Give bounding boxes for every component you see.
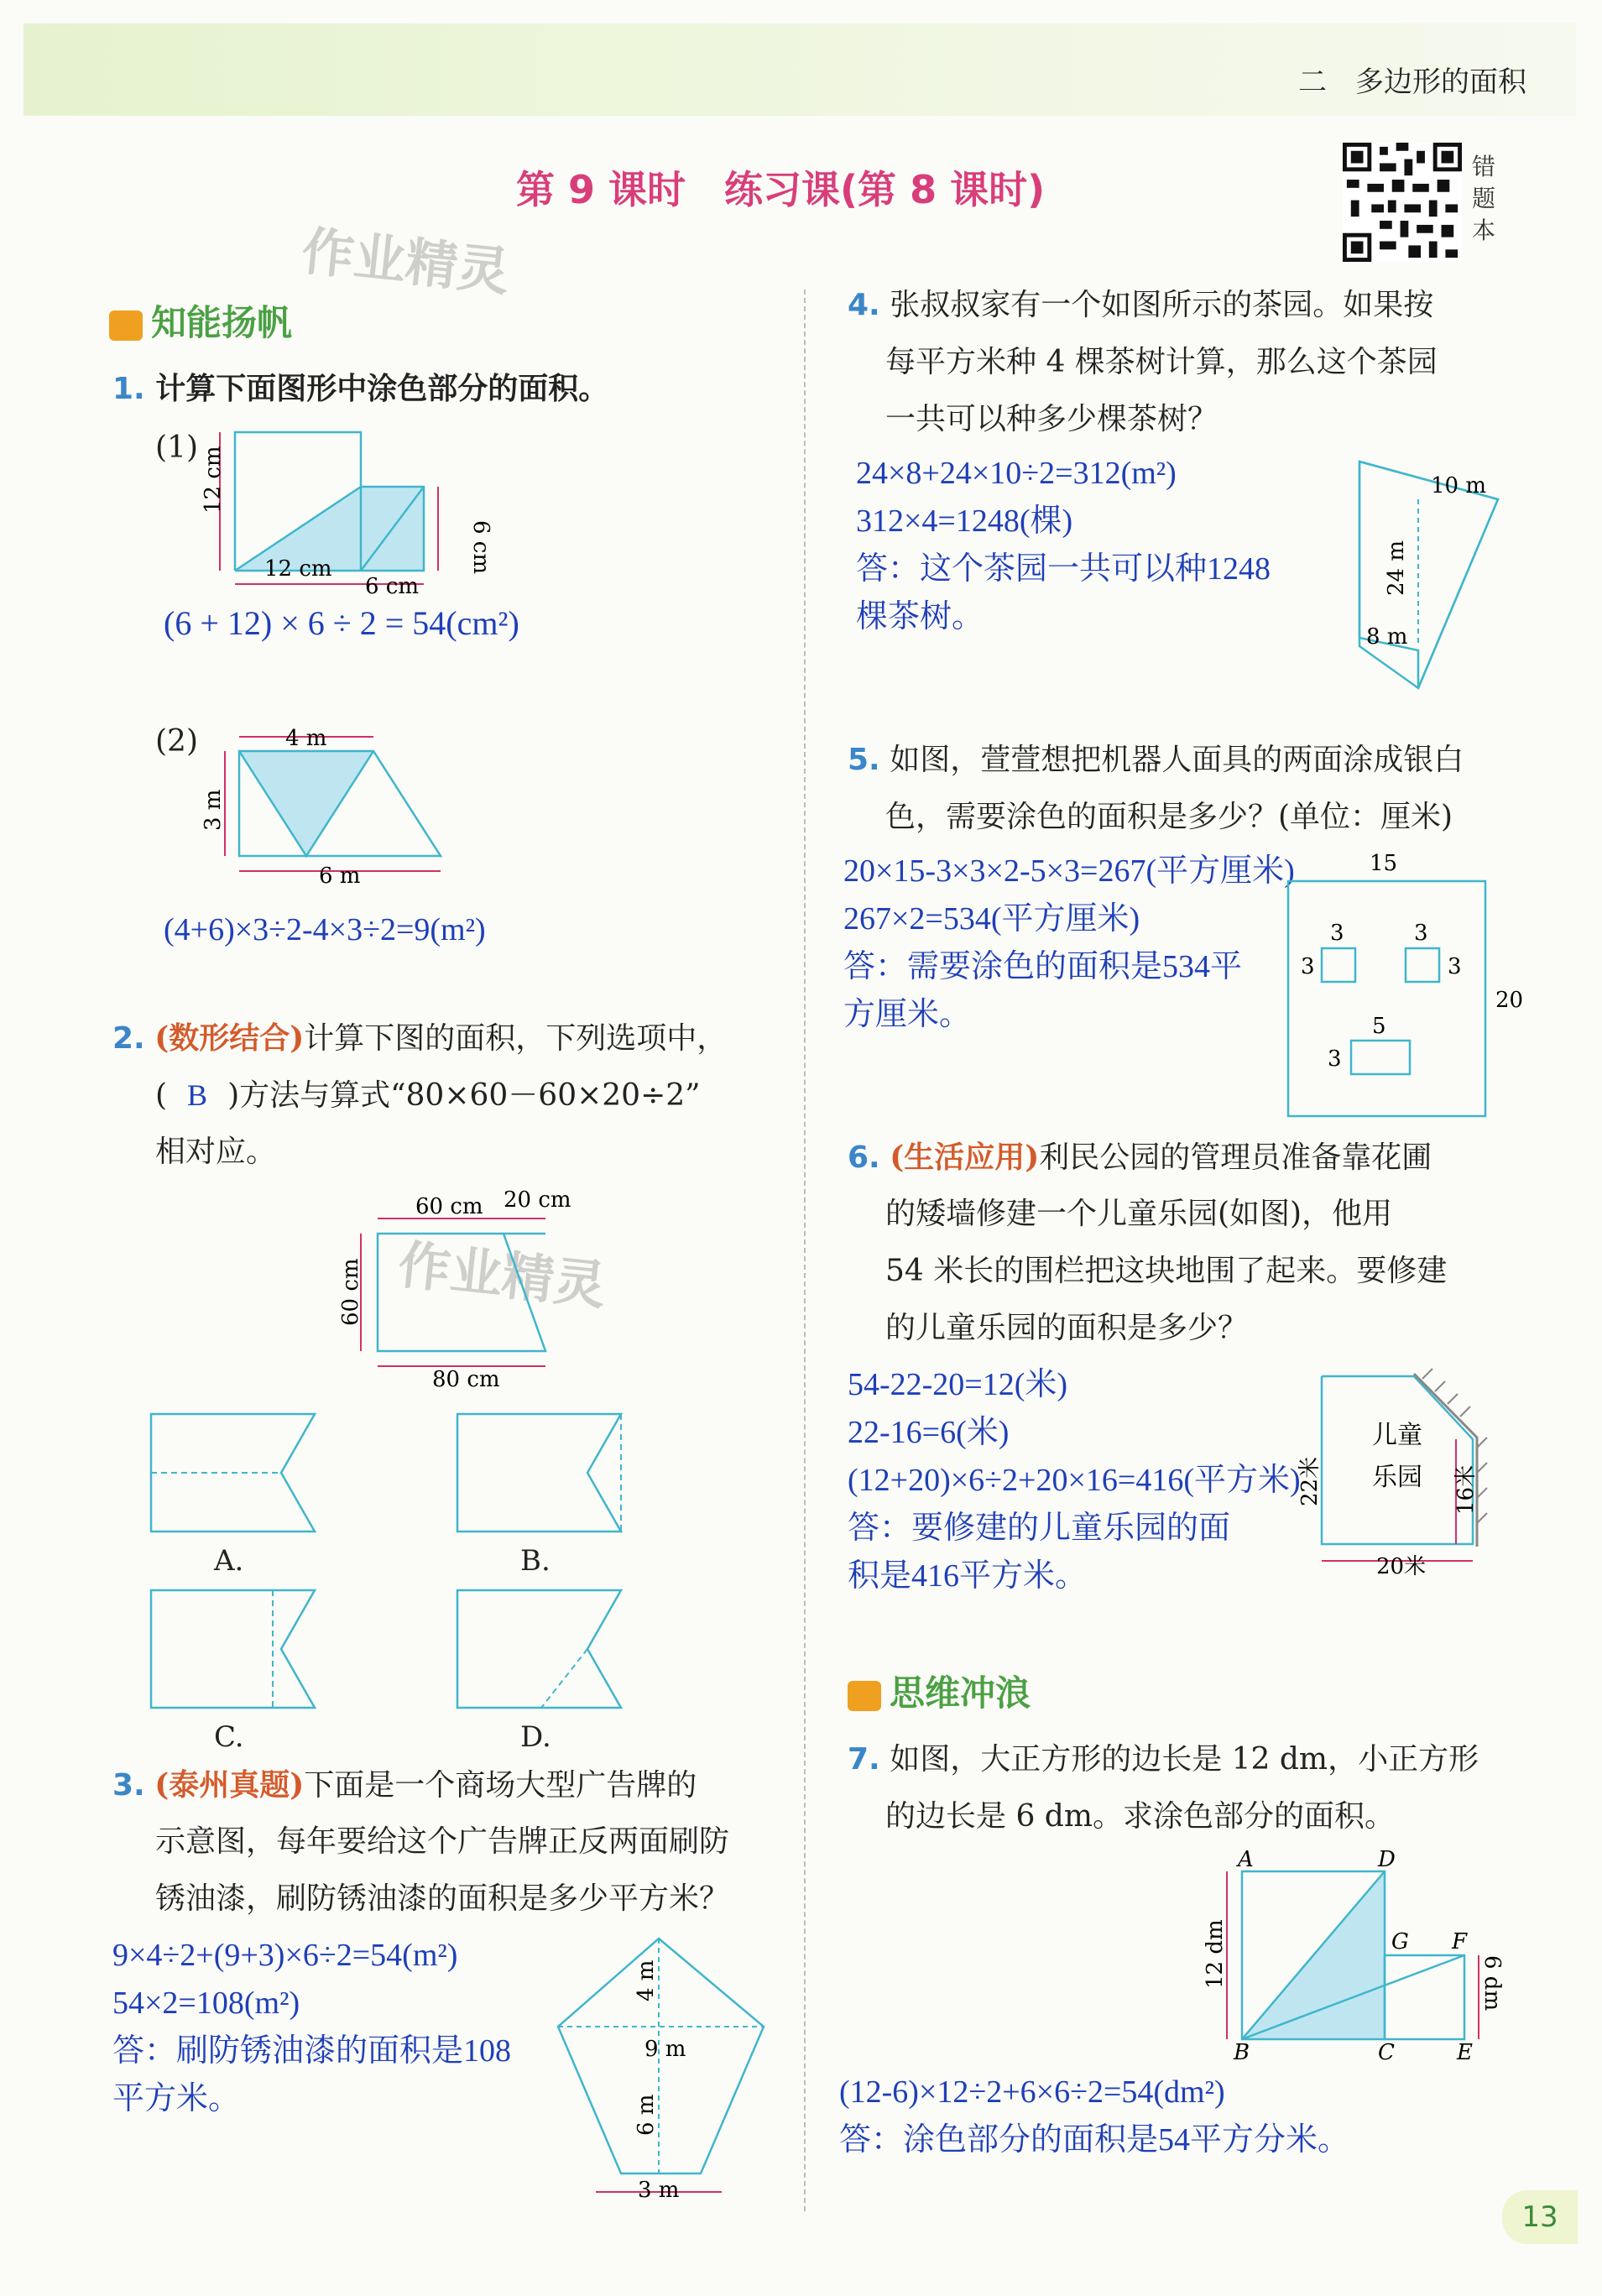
q5-answer-3: 答：需要涂色的面积是534平 — [843, 949, 1243, 984]
point-label: B — [1234, 2040, 1250, 2065]
dim-label: 12 dm — [1203, 1919, 1228, 1989]
q5-answer-4: 方厘米。 — [843, 997, 972, 1032]
q1-part2-answer: (4+6)×3÷2-4×3÷2=9(m²) — [164, 912, 486, 947]
q3-answer-4: 平方米。 — [112, 2081, 241, 2116]
q1-part1-label: (1) — [155, 430, 198, 465]
q7-line1: 7. 如图，大正方形的边长是 12 dm，小正方形 — [848, 1742, 1479, 1777]
q4-line2: 每平方米种 4 棵茶树计算，那么这个茶园 — [885, 345, 1438, 379]
q5-answer-2: 267×2=534(平方厘米) — [843, 901, 1140, 937]
q6-answer-3: (12+20)×6÷2+20×16=416(平方米) — [848, 1463, 1301, 1498]
q1-part2-label: (2) — [155, 724, 198, 759]
dim-label: 10 m — [1431, 473, 1487, 498]
point-label: D — [1378, 1847, 1396, 1872]
q4-answer-1: 24×8+24×10÷2=312(m²) — [856, 456, 1177, 491]
dim-label: 3 — [1330, 921, 1344, 946]
lesson-title: 第 9 课时 练习课(第 8 课时) — [516, 167, 1046, 212]
section-heading-siwei: 思维冲浪 — [848, 1666, 1031, 1716]
option-d-figure[interactable] — [453, 1586, 629, 1720]
dim-label: 3 — [1328, 1046, 1342, 1072]
wrong-question-book-label: 错题本 — [1472, 153, 1496, 244]
option-c-label: C. — [214, 1720, 244, 1754]
dim-label: 6 cm — [365, 574, 420, 599]
q3-answer-1: 9×4÷2+(9+3)×6÷2=54(m²) — [112, 1938, 458, 1973]
q6-line1: 6. (生活应用)利民公园的管理员准备靠花圃 — [848, 1140, 1432, 1175]
dim-label: 12 cm — [201, 446, 226, 514]
dim-label: 3 m — [638, 2178, 680, 2203]
chapter-title: 二 多边形的面积 — [1298, 65, 1526, 99]
wave-icon — [848, 1681, 881, 1711]
q4-line1: 4. 张叔叔家有一个如图所示的茶园。如果按 — [848, 288, 1434, 322]
q3-line2: 示意图，每年要给这个广告牌正反两面刷防 — [155, 1824, 730, 1859]
q2-line1: 2. (数形结合)计算下图的面积，下列选项中， — [112, 1020, 728, 1056]
section-heading-zhineng: 知能扬帆 — [109, 295, 292, 346]
dim-label: 20 — [1495, 988, 1524, 1013]
point-label: C — [1378, 2040, 1395, 2065]
q2-line2: ( B )方法与算式“80×60－60×20÷2” — [155, 1078, 701, 1113]
option-c-figure[interactable] — [147, 1586, 323, 1720]
dim-label: 22米 — [1297, 1456, 1323, 1506]
option-d-label: D. — [520, 1720, 551, 1754]
q2-figure — [338, 1187, 579, 1393]
dim-label: 4 m — [634, 1959, 659, 2001]
dim-label: 9 m — [644, 2037, 686, 2062]
q4-figure — [1309, 457, 1527, 701]
q6-line4: 的儿童乐园的面积是多少？ — [885, 1311, 1249, 1345]
dim-label: 60 cm — [338, 1258, 363, 1326]
q6-line3: 54 米长的围栏把这块地围了起来。要修建 — [885, 1254, 1448, 1288]
q1-figure1 — [201, 420, 493, 599]
point-label: A — [1238, 1847, 1254, 1872]
dim-label: 60 cm — [415, 1194, 483, 1219]
q6-answer-5: 积是416平方米。 — [848, 1558, 1088, 1594]
dim-label: 15 — [1370, 851, 1398, 876]
option-a-figure[interactable] — [147, 1410, 323, 1544]
watermark: 作业精灵 — [299, 220, 513, 303]
dim-label: 6 m — [634, 2094, 659, 2136]
q6-answer-2: 22-16=6(米) — [848, 1415, 1010, 1450]
watermark: 作业精灵 — [395, 1234, 609, 1317]
figure-label-park: 乐园 — [1372, 1463, 1422, 1492]
q4-answer-4: 棵茶树。 — [856, 599, 984, 634]
q5-line2: 色，需要涂色的面积是多少？(单位：厘米) — [885, 800, 1453, 834]
dim-label: 80 cm — [432, 1367, 500, 1392]
q7-answer-1: (12-6)×12÷2+6×6÷2=54(dm²) — [839, 2074, 1225, 2110]
dim-label: 12 cm — [264, 556, 332, 582]
q3-figure — [545, 1930, 772, 2207]
dim-label: 6 cm — [468, 520, 493, 575]
point-label: G — [1391, 1929, 1409, 1954]
dim-label: 3 — [1301, 954, 1315, 979]
q4-line3: 一共可以种多少棵茶树？ — [885, 402, 1218, 436]
dim-label: 3 — [1414, 921, 1428, 946]
q7-answer-2: 答：涂色部分的面积是54平方分米。 — [839, 2122, 1350, 2158]
dim-label: 6 m — [319, 864, 361, 889]
qr-code-icon[interactable] — [1343, 143, 1462, 262]
figure-label-children: 儿童 — [1372, 1421, 1422, 1450]
dim-label: 20 cm — [504, 1187, 571, 1213]
page-number: 13 — [1502, 2190, 1578, 2244]
dim-label: 5 — [1372, 1014, 1386, 1039]
dim-label: 16米 — [1453, 1464, 1479, 1515]
point-label: E — [1457, 2040, 1473, 2065]
dim-label: 3 m — [201, 789, 226, 831]
q3-answer-2: 54×2=108(m²) — [112, 1986, 300, 2021]
dim-label: 24 m — [1384, 540, 1409, 596]
dim-label: 4 m — [285, 726, 327, 751]
sail-icon — [109, 310, 143, 341]
dim-label: 20米 — [1376, 1554, 1427, 1579]
q1-figure2 — [201, 722, 470, 890]
q4-answer-3: 答：这个茶园一共可以种1248 — [856, 551, 1271, 587]
q5-answer-1: 20×15-3×3×2-5×3=267(平方厘米) — [843, 853, 1295, 889]
q6-figure — [1297, 1364, 1540, 1582]
q3-answer-3: 答：刷防锈油漆的面积是108 — [112, 2033, 512, 2069]
option-a-label: A. — [214, 1544, 244, 1578]
q2-answer: B — [187, 1078, 208, 1112]
q3-line3: 锈油漆，刷防锈油漆的面积是多少平方米？ — [155, 1881, 730, 1916]
q1-part1-answer: (6 + 12) × 6 ÷ 2 = 54(cm²) — [164, 604, 519, 642]
dim-label: 3 — [1448, 954, 1462, 979]
q7-figure — [1203, 1846, 1527, 2065]
point-label: F — [1452, 1929, 1468, 1954]
column-divider — [804, 290, 806, 2211]
q5-figure — [1276, 852, 1527, 1120]
q6-answer-1: 54-22-20=12(米) — [848, 1367, 1068, 1402]
dim-label: 6 dm — [1479, 1955, 1505, 2012]
q7-line2: 的边长是 6 dm。求涂色部分的面积。 — [885, 1799, 1395, 1834]
option-b-label: B. — [520, 1544, 551, 1578]
dim-label: 8 m — [1366, 624, 1408, 650]
q2-line3: 相对应。 — [155, 1135, 277, 1169]
q6-answer-4: 答：要修建的儿童乐园的面 — [848, 1511, 1231, 1546]
q6-line2: 的矮墙修建一个儿童乐园(如图)，他用 — [885, 1197, 1393, 1231]
q1-prompt: 1. 计算下面图形中涂色部分的面积。 — [112, 372, 609, 406]
q3-line1: 3. (泰州真题)下面是一个商场大型广告牌的 — [112, 1767, 697, 1803]
option-b-figure[interactable] — [453, 1410, 629, 1544]
q4-answer-2: 312×4=1248(棵) — [856, 504, 1073, 539]
q5-line1: 5. 如图，萱萱想把机器人面具的两面涂成银白 — [848, 743, 1464, 777]
